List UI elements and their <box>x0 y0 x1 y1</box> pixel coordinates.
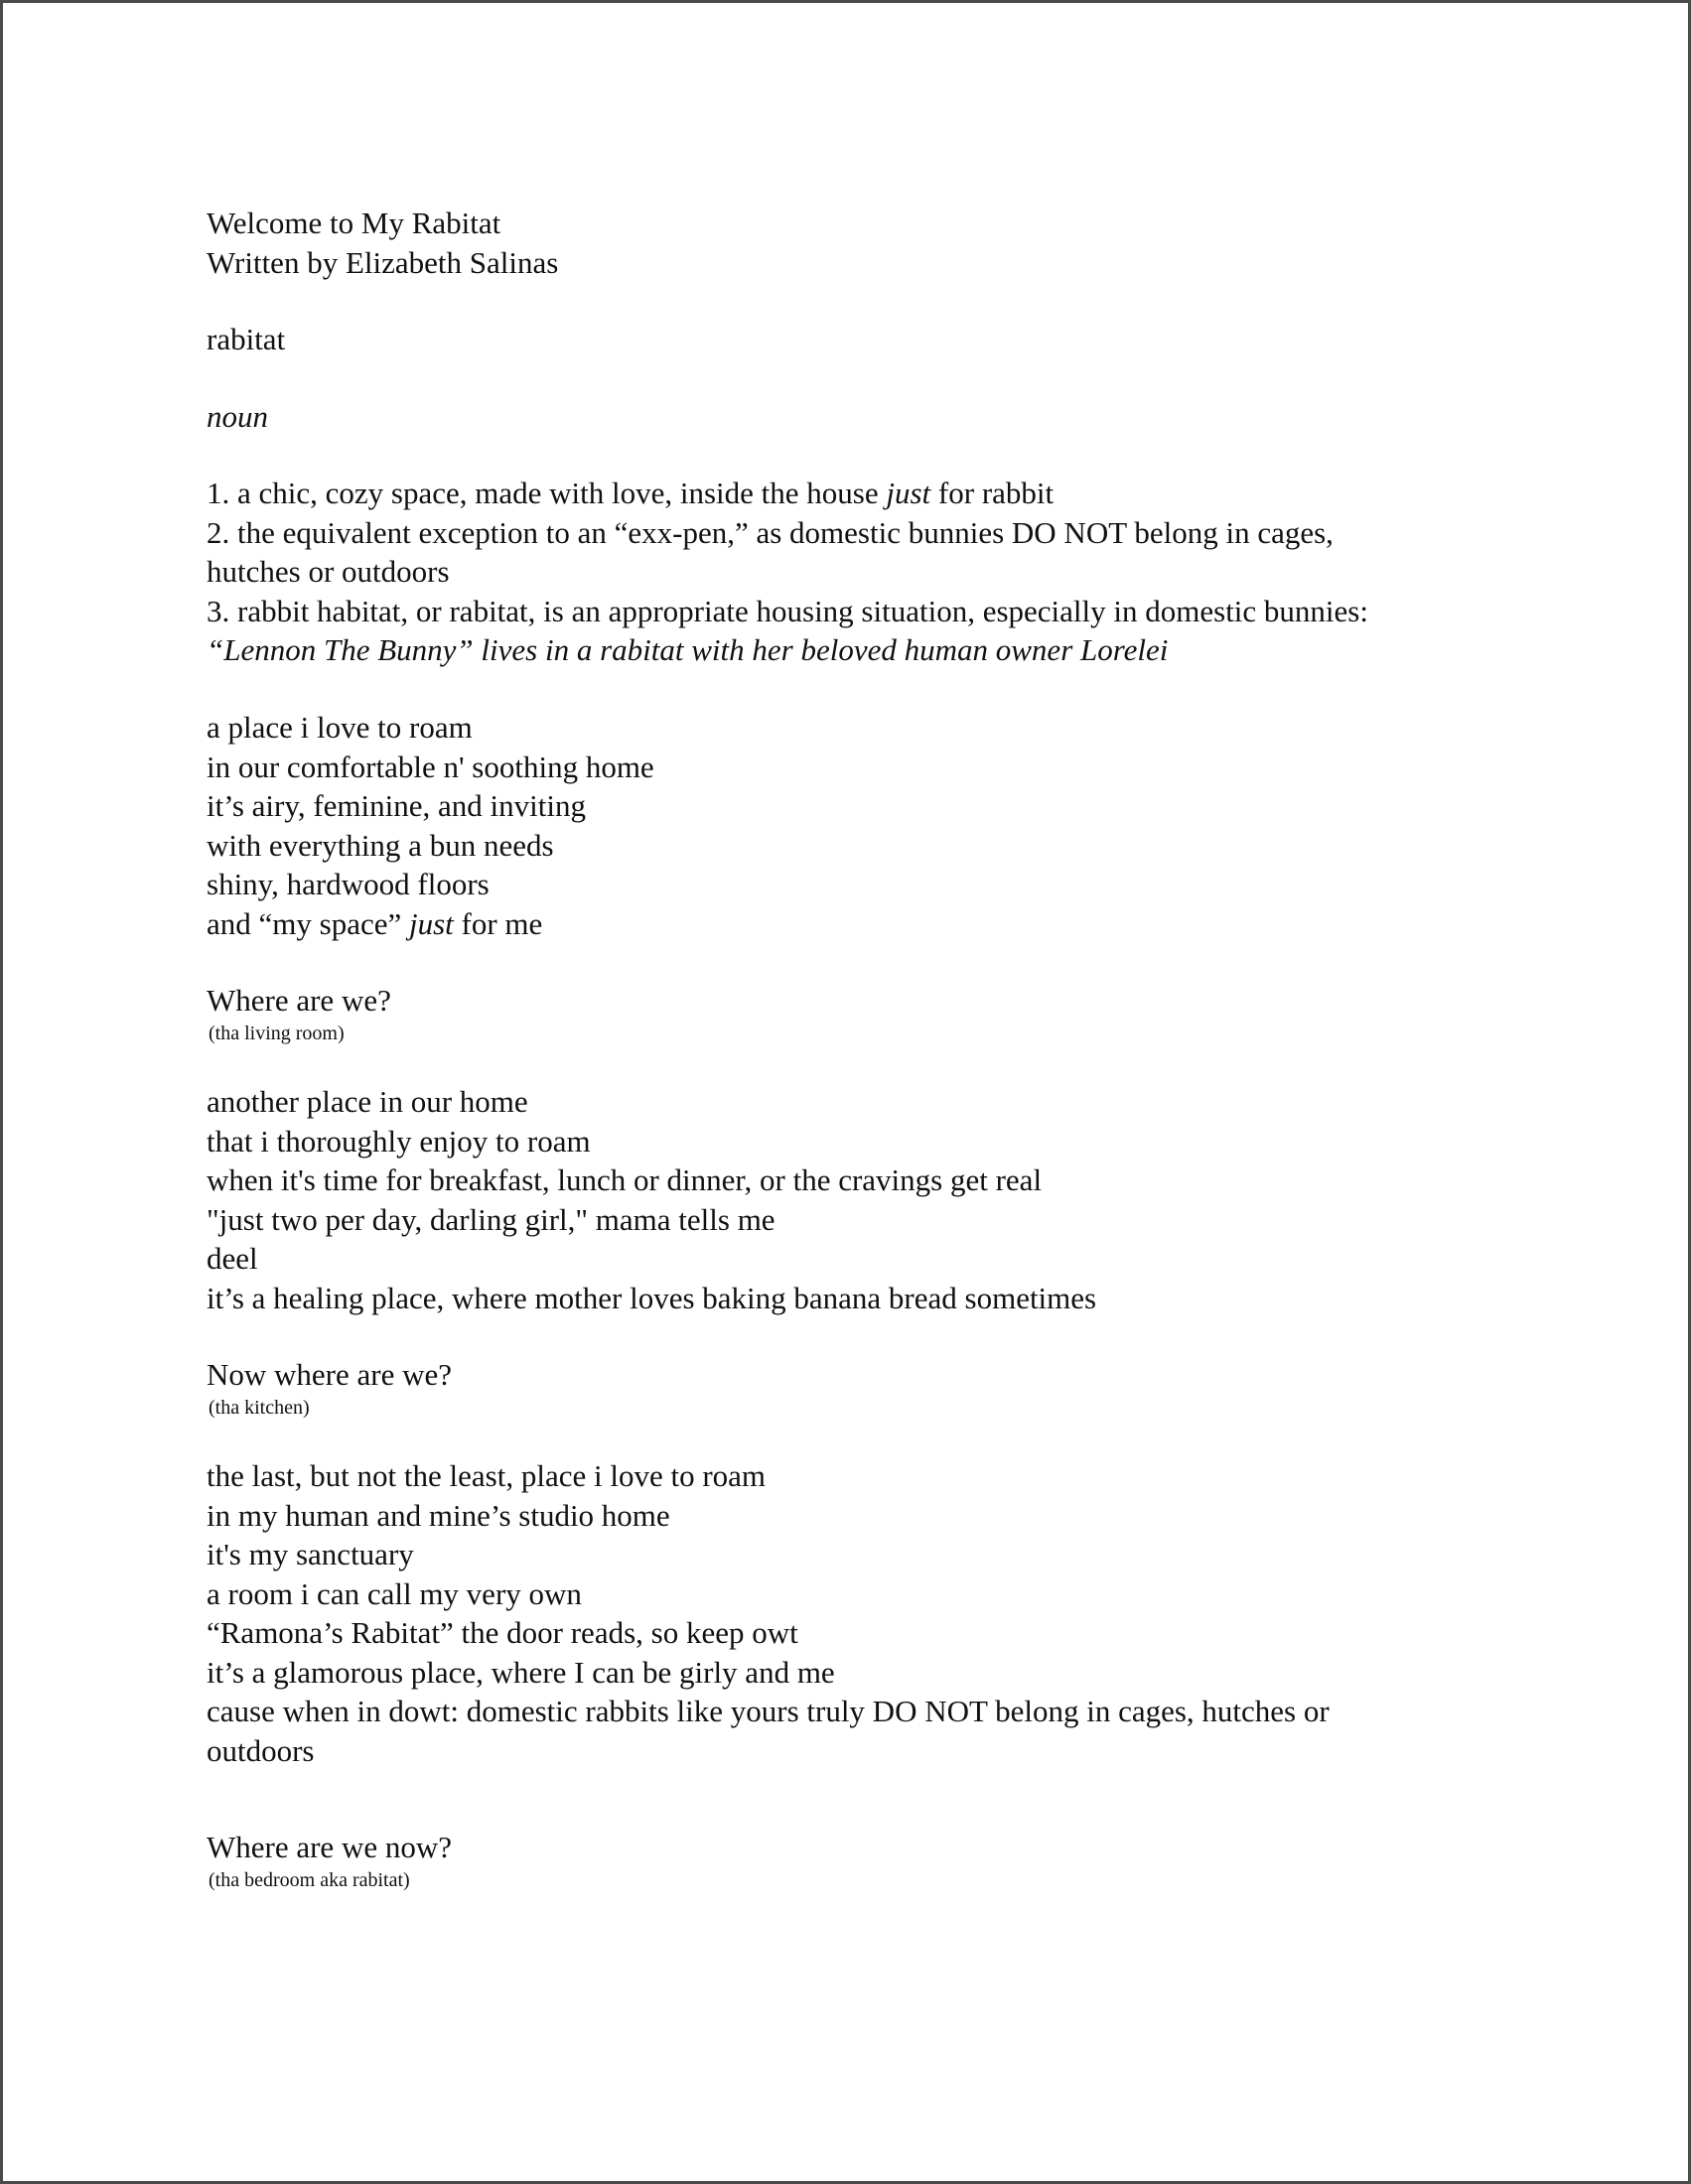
stanza-2 <box>207 1082 1096 1317</box>
stanza-1-line-1: a place i love to roam <box>207 710 473 745</box>
definition-1-em: just <box>886 476 931 510</box>
stanza-3-line-4: a room i can call my very own <box>207 1575 582 1611</box>
document-byline: Written by Elizabeth Salinas <box>207 244 559 280</box>
stanza-3-line-3: it's my sanctuary <box>207 1537 414 1571</box>
stanza-2-line-4: "just two per day, darling girl," mama tells me <box>207 1201 775 1237</box>
definition-3-line-1: 3. rabbit habitat, or rabitat, is an appropriate housing situation, especially in domestic bunnies: <box>207 593 1368 628</box>
stanza-2-line-3: when it's time for breakfast, lunch or dinner, or the cravings get real <box>207 1162 1043 1197</box>
stanza-2-line-1: another place in our home <box>207 1084 528 1119</box>
stanza-3-line-5: “Ramona’s Rabitat” the door reads, so keep owt <box>207 1615 798 1650</box>
stanza-3-line-8: outdoors <box>207 1732 315 1768</box>
definition-word: rabitat <box>207 322 286 356</box>
stanza-1-last-pre: and “my space” <box>207 905 409 941</box>
definition-word-block <box>207 320 285 359</box>
stanza-3-question: Where are we now? <box>207 1830 452 1864</box>
definition-3-example: “Lennon The Bunny” lives in a rabitat with her beloved human owner Lorelei <box>207 632 1169 667</box>
definition-2-line-2: hutches or outdoors <box>207 554 450 589</box>
definition-3-example-line <box>207 630 1368 670</box>
definition-list <box>207 474 1368 670</box>
stanza-3-line-7: cause when in dowt: domestic rabbits like yours truly DO NOT belong in cages, hutches or <box>207 1694 1330 1728</box>
part-of-speech: noun <box>207 399 268 434</box>
document-title: Welcome to My Rabitat <box>207 205 501 240</box>
stanza-1-question: Where are we? <box>207 983 391 1018</box>
stanza-1-last-em: just <box>408 905 454 941</box>
definition-1-pre: 1. a chic, cozy space, made with love, inside the house <box>207 476 887 510</box>
stanza-2-line-5: deel <box>207 1241 258 1276</box>
stanza-1 <box>207 708 654 943</box>
part-of-speech-block <box>207 397 268 437</box>
stanza-2-line-2: that i thoroughly enjoy to roam <box>207 1123 591 1159</box>
stanza-1-last-post: for me <box>453 905 543 941</box>
stanza-2-question-block <box>207 1355 452 1395</box>
stanza-3 <box>207 1456 1330 1770</box>
stanza-2-question: Now where are we? <box>207 1357 453 1392</box>
stanza-1-answer: (tha living room) <box>209 1023 345 1044</box>
definition-1-post: for rabbit <box>930 476 1055 510</box>
header <box>207 204 558 282</box>
stanza-3-question-block <box>207 1828 452 1867</box>
stanza-3-line-6: it’s a glamorous place, where I can be girly and me <box>207 1654 835 1690</box>
stanza-1-line-6 <box>207 904 654 944</box>
stanza-1-question-block <box>207 981 391 1021</box>
definition-2-line-1: 2. the equivalent exception to an “exx-pen,” as domestic bunnies DO NOT belong in cages, <box>207 514 1334 550</box>
stanza-2-line-6: it’s a healing place, where mother loves baking banana bread sometimes <box>207 1280 1097 1315</box>
stanza-3-answer: (tha bedroom aka rabitat) <box>209 1869 410 1891</box>
stanza-3-line-1: the last, but not the least, place i love to roam <box>207 1458 767 1493</box>
stanza-2-answer: (tha kitchen) <box>209 1397 310 1419</box>
stanza-1-line-3: it’s airy, feminine, and inviting <box>207 788 586 823</box>
part-of-speech-line <box>207 397 268 437</box>
stanza-1-line-4: with everything a bun needs <box>207 827 554 863</box>
stanza-1-line-2: in our comfortable n' soothing home <box>207 749 654 784</box>
definition-1 <box>207 474 1368 513</box>
stanza-1-line-5: shiny, hardwood floors <box>207 867 490 901</box>
stanza-3-line-2: in my human and mine’s studio home <box>207 1497 670 1533</box>
